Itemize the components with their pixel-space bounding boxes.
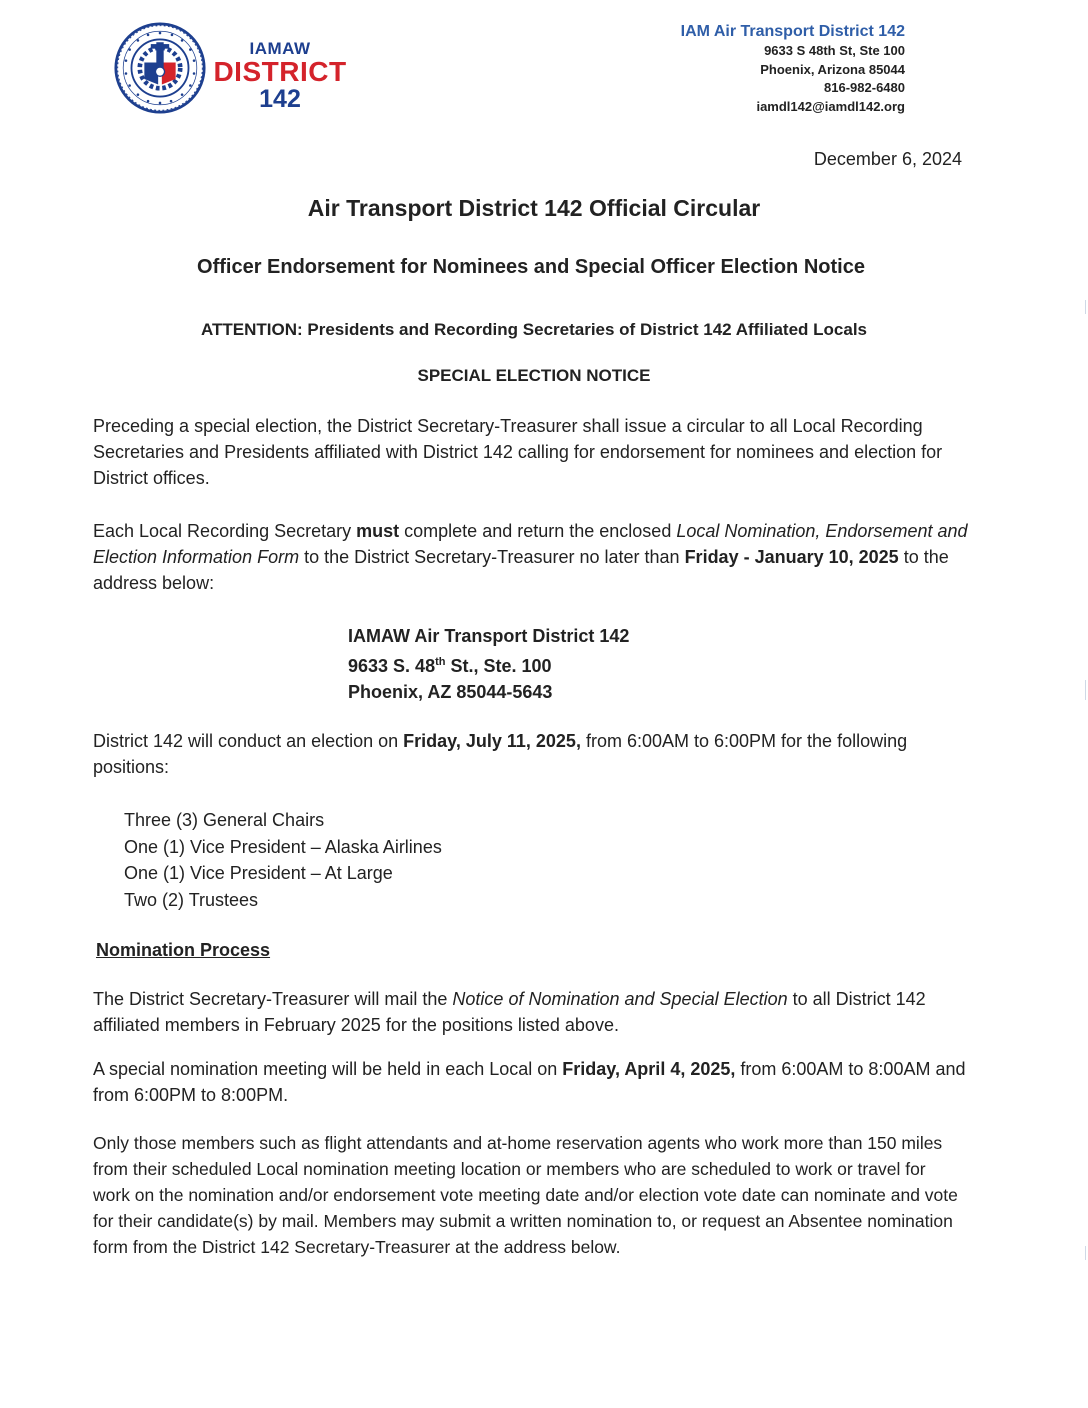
list-item: Two (2) Trustees — [124, 889, 259, 910]
text-run: complete and return the enclosed — [399, 521, 677, 541]
text-run: District 142 will conduct an election on — [93, 731, 404, 751]
notice-name: Notice of Nomination and Special Election — [452, 989, 788, 1009]
positions-list — [124, 807, 442, 913]
election-date-paragraph — [93, 728, 973, 780]
special-election-heading: SPECIAL ELECTION NOTICE — [417, 366, 651, 385]
list-item: One (1) Vice President – At Large — [124, 863, 393, 883]
logo-wordmark — [210, 40, 350, 112]
attention-line: ATTENTION: Presidents and Recording Secretaries of District 142 Affiliated Locals — [201, 320, 867, 339]
document-subtitle: Officer Endorsement for Nominees and Special Officer Election Notice — [197, 256, 865, 278]
address-street-number: 9633 S. 48 — [348, 656, 436, 676]
text-run: from 6:00AM to 6:00PM for the following positions: — [93, 731, 908, 777]
election-date: Friday, July 11, 2025, — [403, 731, 581, 751]
return-form-paragraph — [93, 518, 973, 596]
text-run: to the address below: — [93, 547, 949, 593]
address-street-rest: St., Ste. 100 — [445, 656, 552, 676]
list-item: One (1) Vice President – Alaska Airlines — [124, 836, 442, 857]
nomination-meeting-date: Friday, April 4, 2025, — [562, 1059, 736, 1079]
org-address-block — [681, 22, 905, 116]
address-line-2 — [348, 649, 629, 679]
text-run: to the District Secretary-Treasurer no later than — [299, 547, 685, 567]
nomination-meeting-paragraph — [93, 1056, 978, 1108]
org-phone: 816-982-6480 — [824, 80, 905, 95]
emphasis-must: must — [356, 521, 400, 541]
logo-line-number: 142 — [259, 85, 301, 113]
scan-artifact — [1085, 680, 1086, 700]
scan-artifact — [1085, 300, 1086, 314]
mailing-address — [348, 623, 629, 705]
document-title: Air Transport District 142 Official Circular — [307, 195, 761, 221]
deadline-date: Friday - January 10, 2025 — [684, 547, 899, 567]
list-item: Three (3) General Chairs — [124, 810, 325, 830]
text-run: A special nomination meeting will be held in each Local on — [93, 1059, 563, 1079]
nomination-process-heading: Nomination Process — [96, 940, 271, 960]
district-logo — [114, 22, 354, 118]
address-ordinal-suffix: th — [435, 656, 446, 668]
org-street: 9633 S 48th St, Ste 100 — [764, 43, 905, 58]
absentee-paragraph: Only those members such as flight attendants and at-home reservation agents who work more than 150 miles from their scheduled Local nomination meeting location or members who are scheduled to work or travel for work on the nomination and/or endorsement vote meeting date and/or election vote date can nominate and vote for their candidate(s) by mail. Members may submit a written nomination to, or request an Absentee nomination form from the District 142 Secretary-Treasurer at the address below. — [93, 1133, 958, 1257]
address-line-1: IAMAW Air Transport District 142 — [348, 626, 630, 646]
logo-line-iamaw: IAMAW — [249, 39, 311, 58]
text-run: Each Local Recording Secretary — [93, 521, 357, 541]
scan-artifact — [1085, 1246, 1086, 1260]
org-city: Phoenix, Arizona 85044 — [760, 61, 905, 77]
form-name: Local Nomination, Endorsement and Election Information Form — [93, 521, 968, 567]
mailing-notice-paragraph — [93, 986, 953, 1038]
text-run: to all District 142 affiliated members in February 2025 for the positions listed above. — [93, 989, 926, 1035]
org-name: IAM Air Transport District 142 — [680, 23, 905, 40]
intro-paragraph: Preceding a special election, the District Secretary-Treasurer shall issue a circular to all Local Recording Secretaries and Presidents affiliated with District 142 calling for endorsement for nominees and election for District offices. — [93, 416, 943, 488]
document-date: December 6, 2024 — [813, 149, 962, 169]
iam-seal-icon — [114, 22, 206, 114]
org-email: iamdl142@iamdl142.org — [756, 98, 905, 114]
address-line-3: Phoenix, AZ 85044-5643 — [348, 682, 553, 702]
text-run: from 6:00AM to 8:00AM and from 6:00PM to 8:00PM. — [93, 1059, 966, 1105]
logo-line-district: DISTRICT — [213, 56, 347, 87]
text-run: The District Secretary-Treasurer will mail the — [93, 989, 453, 1009]
